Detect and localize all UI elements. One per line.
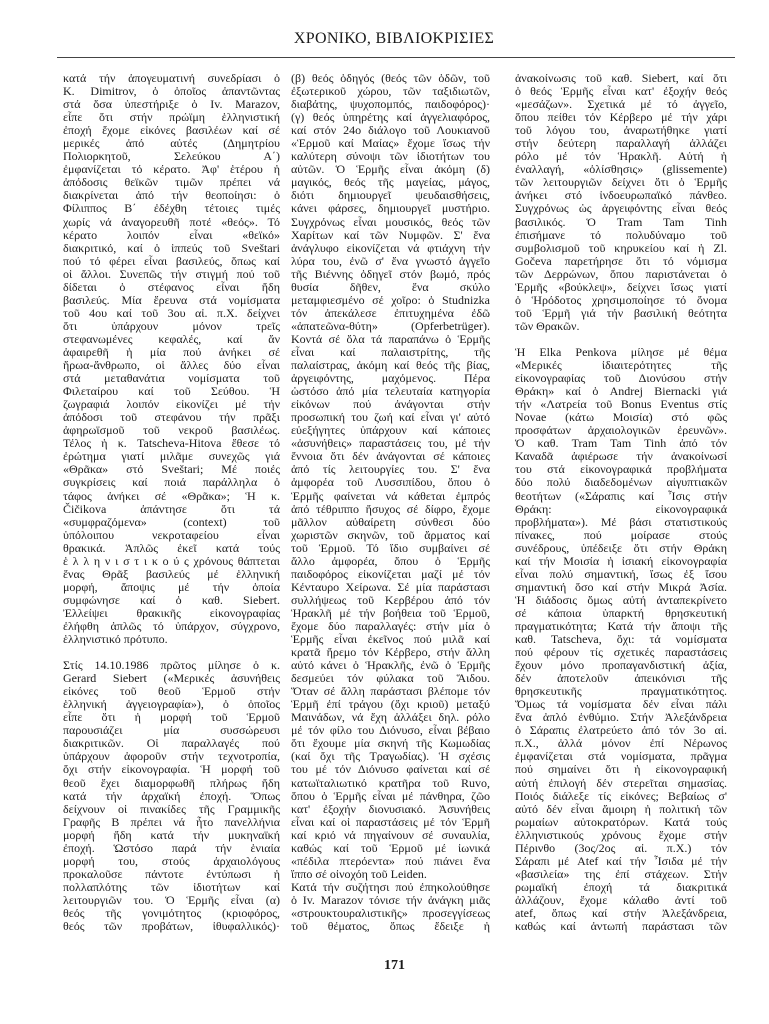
- text-line: ἐμφανίζεται στά νομίσματα, πρᾶγμα: [515, 749, 727, 764]
- text-line: ἑ λ λ η ν ι σ τ ι κ ο ύ ς χρόνους θάπτεται: [63, 553, 280, 568]
- text-line: συμβολισμοῦ τοῦ κηρυκείου καί ἡ Zl.: [515, 240, 727, 255]
- text-line: συγκρίσεις καί ποιά παράλληλα ὁ: [63, 475, 280, 490]
- text-line: θεός τῆς γονιμότητος (κριοφόρος,: [63, 906, 280, 920]
- text-line: κέρατο λοιπόν εἶναι «θεϊκό»: [63, 227, 280, 242]
- text-line: προκαλοῦσε πάντοτε ἐντύπωσι ἡ: [63, 866, 280, 881]
- text-line: ὁ Iv. Marazov τόνισε τήν ἀνάγκη μιᾶς: [291, 892, 490, 907]
- text-line: μορφή, ἄποψις μέ τήν ὁποία: [63, 579, 280, 594]
- text-line: οἱ ἄλλοι. Συνεπῶς τήν στιγμή πού τοῦ: [63, 266, 280, 281]
- paragraph: [291, 881, 490, 933]
- text-line: «πέδιλα πτερόεντα» πού πιάνει ἕνα: [291, 853, 490, 868]
- paragraph: [63, 659, 280, 933]
- text-line: atef, ὅπως καί στήν Ἀλεξάνδρεια,: [515, 906, 727, 920]
- text-line: ὄχι στήν εἰκονογραφία. Ἡ μορφή τοῦ: [63, 762, 280, 777]
- text-line: ὁ Ἡρόδοτος χρησιμοποίησε τό ὄνομα: [515, 292, 727, 307]
- text-line: ἕνα ἁπλό ἐνθύμιο. Στήν Ἀλεξάνδρεια: [515, 710, 727, 725]
- text-line: «μεσάζων». Σχετικά μέ τό ἀγγεῖο,: [515, 97, 727, 112]
- text-line: εἰκονογραφίας τοῦ Διονύσου στήν: [515, 371, 727, 386]
- text-line: πολλαπλότης τῶν ἰδιοτήτων καί: [63, 879, 280, 894]
- text-line: αὐτό δέν εἶναι ἄμοιρη ἡ πολιτική τῶν: [515, 801, 727, 816]
- text-column-2: [291, 72, 490, 933]
- text-line: στά μεταθανάτια νομίσματα τοῦ: [63, 371, 280, 386]
- text-line: προσφάτων ἀρχαιολογικῶν ἐρευνῶν».: [515, 423, 727, 438]
- text-line: Čičikova ἀπάντησε ὅτι τά: [63, 501, 280, 516]
- text-line: διότι δημιουργεῖ ψευδαισθήσεις,: [291, 188, 490, 203]
- text-line: παρουσιάζει μία συσσώρευσι: [63, 723, 280, 738]
- text-line: τοῦ θέματος, ὅπως ἔδειξε ἡ: [291, 919, 490, 934]
- text-line: «βασιλεία» της ἐπί στάχεων. Στήν: [515, 866, 727, 881]
- text-line: Ὁ καθ. Tram Tam Tinh ἀπό τόν: [515, 436, 727, 451]
- text-line: Φιλεταίρου καί τοῦ Σεύθου. Ἡ: [63, 384, 280, 399]
- text-line: πίνακες, πού μοίρασε στούς: [515, 527, 727, 542]
- text-line: Σάραπι μέ Atef καί τήν Ἶσιδα μέ τήν: [515, 853, 727, 868]
- text-line: Κατά τήν συζήτησι πού ἐπηκολούθησε: [291, 879, 490, 894]
- text-line: δίδεται ὁ στέφανος εἶναι ἤδη: [63, 279, 280, 294]
- text-line: εἰκόνων πού ἀνάγονται στήν: [291, 397, 490, 412]
- text-line: ἐλήφθη ἁπλῶς τό ὑπάρχον, σύγχρονο,: [63, 618, 280, 633]
- header-rule: [57, 57, 735, 58]
- text-line: ἔχουν μόνο προπαγανδιστική ἀξία,: [515, 658, 727, 673]
- text-line: ρωμαϊκή ἐποχή τά διακριτικά: [515, 879, 727, 894]
- text-line: πού φέρουν τίς σχετικές παραστάσεις: [515, 645, 727, 660]
- text-line: δείχνουν οἱ πινακίδες τῆς Γραμμικῆς: [63, 801, 280, 816]
- text-line: θρησκευτικῆς πραγματικότητος.: [515, 684, 727, 699]
- text-line: αὐτό κάνει ὁ Ἡρακλῆς, ἐνῶ ὁ Ἑρμῆς: [291, 658, 490, 673]
- text-column-1: [63, 72, 280, 933]
- text-line: «Ἑρμοῦ καί Μαίας» ἔχομε ἴσως τήν: [291, 136, 490, 151]
- text-line: συλλήψεως τοῦ Κερβέρου ἀπό τόν: [291, 592, 490, 607]
- text-line: εἶναι πολύ σημαντική, ἴσως ἐξ ἴσου: [515, 566, 727, 581]
- text-line: ὅπου ὁ Ἑρμῆς εἶναι μέ πάνθηρα, ζῶο: [291, 788, 490, 803]
- text-line: τοῦ 4ου καί τοῦ 3ου αἰ. π.Χ. δείχνει: [63, 305, 280, 320]
- paragraph: [63, 72, 280, 646]
- text-line: Πέρινθο (3ος/2ος αἰ. π.Χ.) τόν: [515, 840, 727, 855]
- text-line: τάφος ἀνήκει σέ «Θρᾶκα»; Ἡ κ.: [63, 488, 280, 503]
- text-line: Θράκη» καί ὁ Andrej Biernacki γιά: [515, 384, 727, 399]
- text-line: ὑπάρχουν ἀφοροῦν στήν τεχνοτροπία,: [63, 749, 280, 764]
- text-line: εὐεξήγητες ὑπάρχουν καί κάποιες: [291, 423, 490, 438]
- text-line: «Θρᾶκα» στό Sveštari; Μέ ποιές: [63, 462, 280, 477]
- text-line: ἀπό τέθριππο ἥσυχος σέ δίφρο, ἔχομε: [291, 501, 490, 516]
- text-line: τοῦ Ἑρμῆ γιά τήν βασιλική θεότητα: [515, 305, 727, 320]
- text-line: π.Χ., ἀλλά μόνον ἐπί Νέρωνος: [515, 736, 727, 751]
- text-line: ἀνήκει στό ἰνδοευρωπαϊκό πάνθεο.: [515, 188, 727, 203]
- text-line: τῆς Βιέννης ὁδηγεῖ στόν βωμό, πρός: [291, 266, 490, 281]
- text-line: καί τήν Μοισία ἡ ἰσιακή εἰκονογραφία: [515, 553, 727, 568]
- text-line: K. Dimitrov, ὁ ὁποῖος ἀπαντῶντας: [63, 84, 280, 99]
- text-line: θεοτήτων («Σάραπις καί Ἶσις στήν: [515, 488, 727, 503]
- text-line: διακρίνεται ἀπό τήν θεοποίησι: ὁ: [63, 188, 280, 203]
- text-line: «ἀσυνήθεις» παραστάσεις του, μέ τήν: [291, 436, 490, 451]
- text-line: στήν δεύτερη παραλλαγή ἀλλάζει: [515, 136, 727, 151]
- text-line: ἀμφορέα τοῦ Λυσσιπίδου, ὅπου ὁ: [291, 475, 490, 490]
- text-line: ρόλο μέ τόν Ἡρακλῆ. Αὐτή ἡ: [515, 149, 727, 164]
- text-line: ἐποχή. Ὡστόσο παρά τήν ἑνιαία: [63, 840, 280, 855]
- text-line: «συμφραζόμενα» (context) τοῦ: [63, 514, 280, 529]
- text-line: τῶν Δερρώνων, ὅπου παριστάνεται ὁ: [515, 266, 727, 281]
- text-line: ἔννοια ὅτι δέν ἀνάγονται σέ κάποιες: [291, 449, 490, 464]
- text-line: Novae (κάτω Μοισία) στό φῶς: [515, 410, 727, 425]
- text-line: ὁ θεός Ἑρμῆς εἶναι κατ' ἐξοχήν θεός: [515, 84, 727, 99]
- text-line: ἑλληνική ἀγγειογραφία»), ὁ ὁποῖος: [63, 697, 280, 712]
- text-line: ἐρώτημα γιατί μιλᾶμε συνεχῶς γιά: [63, 449, 280, 464]
- text-line: ἐποχή ἔχομε εἰκόνες βασιλέων καί σέ: [63, 123, 280, 138]
- text-line: Ἑρμῆς «βούκλεψ», δείχνει ἴσως γιατί: [515, 279, 727, 294]
- text-line: Ἑρμῆς εἶναι ἐκεῖνος πού μιλᾶ καί: [291, 632, 490, 647]
- text-line: σέ κάποια ὑπαρκτή θρησκευτική: [515, 605, 727, 620]
- text-line: Ὅταν σέ ἄλλη παράστασι βλέπομε τόν: [291, 684, 490, 699]
- text-line: στεφανωμένες κεφαλές, καί ἄν: [63, 331, 280, 346]
- text-line: ἀπόδοσι τοῦ στεφάνου τήν πρᾶξι: [63, 410, 280, 425]
- text-line: Ἡ διάδοσις ὅμως αὐτή ἀνταπεκρίνετο: [515, 592, 727, 607]
- running-header: ΧΡΟΝΙΚΟ, ΒΙΒΛΙΟΚΡΙΣΙΕΣ: [293, 30, 495, 47]
- text-line: μέ τόν φίλο του Διόνυσο, εἶναι βέβαιο: [291, 723, 490, 738]
- text-line: παλαίστρας, ἀκόμη καί θεός τῆς βίας,: [291, 358, 490, 373]
- text-line: διακριτικό, καί ὁ ἱππεύς τοῦ Sveštari: [63, 240, 280, 255]
- text-line: συνέδρους, ὑπέδειξε ὅτι στήν Θράκη: [515, 540, 727, 555]
- text-line: διακριτικῶν. Οἱ παραλλαγές πού: [63, 736, 280, 751]
- text-line: (καί ὄχι τῆς Τραγωδίας). Ἡ σχέσις: [291, 749, 490, 764]
- text-line: ὅτι ἔχουμε μία σκηνή τῆς Κωμωδίας: [291, 736, 490, 751]
- text-line: καθώς καί ἀντωπή παράστασι τῶν: [515, 919, 727, 934]
- text-line: τήν «Λατρεία τοῦ Bonus Eventus στίς: [515, 397, 727, 412]
- text-line: ἐμφανίζεται τό κέρατο. Ἀφ' ἑτέρου ἡ: [63, 162, 280, 177]
- text-line: ἑλληνιστικό πρότυπο.: [63, 632, 168, 647]
- text-line: θρακικά. Ἁπλῶς ἐκεῖ κατά τούς: [63, 540, 280, 555]
- text-line: μεταμφιεσμένο σέ χοῖρο: ὁ Studnizka: [291, 292, 490, 307]
- text-line: «ἀπατεῶνα-θύτη» (Opferbetrüger).: [291, 318, 490, 333]
- text-line: ἔχομε δύο παραλλαγές: στήν μία ὁ: [291, 618, 490, 633]
- text-line: ὑπόλοιπου νεκροταφείου εἶναι: [63, 527, 280, 542]
- text-line: Καναδᾶ ἀφιέρωσε τήν ἀνακοίνωσί: [515, 449, 727, 464]
- text-line: κρατᾶ ἤρεμο τόν Κέρβερο, στήν ἄλλη: [291, 645, 490, 660]
- text-line: ὡστόσο ἀπό μία τελευταία κατηγορία: [291, 384, 490, 399]
- text-line: χωριστῶν σκηνῶν, τοῦ ἅρματος καί: [291, 527, 490, 542]
- text-line: ἀφαιρεθῆ ἡ μία πού ἀνήκει σέ: [63, 344, 280, 359]
- text-line: Πολιορκητοῦ, Σελεύκου Α΄): [63, 149, 280, 164]
- text-line: ρωμαίων αὐτοκρατόρων. Κατά τούς: [515, 814, 727, 829]
- text-line: εἰκόνες τοῦ θεοῦ Ἑρμοῦ στήν: [63, 684, 280, 699]
- text-line: καί στόν 24ο διάλογο τοῦ Λουκιανοῦ: [291, 123, 490, 138]
- text-line: Ἑρμῆς φαίνεται νά κάθεται ἐμπρός: [291, 488, 490, 503]
- text-line: Συγχρόνως ὡς ἀργειφόντης εἶναι θεός: [515, 201, 727, 216]
- text-line: τοῦ λόγου του, ἀναρωτήθηκε γιατί: [515, 123, 727, 138]
- text-line: μᾶλλον αὐθαίρετη σύνθεσι δύο: [291, 514, 490, 529]
- text-line: πού τό φέρει εἶναι βασιλεύς, ὅπως καί: [63, 253, 280, 268]
- text-line: ἀνακοίνωσις τοῦ καθ. Siebert, καί ὅτι: [515, 71, 727, 85]
- text-line: σημαντική ὅσο καί στήν Μικρά Ἀσία.: [515, 579, 727, 594]
- text-line: ὁ Σάραπις ἐλατρεύετο ἀπό τόν 3ο αἰ.: [515, 723, 727, 738]
- text-line: τόν ἀπεκάλεσε ἐπιτυχημένα ἐδῶ: [291, 305, 490, 320]
- text-line: Ἐλλείψει θρακικῆς εἰκονογραφίας: [63, 605, 280, 620]
- text-line: ὅτι ὑπάρχουν μόνον τρεῖς: [63, 318, 280, 333]
- text-line: θυσία δῆθεν, ἕνα σκύλο: [291, 279, 490, 294]
- text-line: θεός τῶν προβάτων, ἰθυφαλλικός)·: [63, 919, 280, 934]
- text-line: Κένταυρο Χείρωνα. Σέ μία παράστασι: [291, 579, 490, 594]
- text-line: βασιλεύς. Μία ἔρευνα στά νομίσματα: [63, 292, 280, 307]
- text-line: ἐπισήμανε τό πολυδύναμο τοῦ: [515, 227, 727, 242]
- text-line: αὐτή ἐπιλογή δέν στερεῖται σημασίας.: [515, 775, 727, 790]
- text-line: Στίς 14.10.1986 πρῶτος μίλησε ὁ κ.: [63, 658, 280, 673]
- text-line: Ἑρμῆ ἐπί τράγου (ὄχι κριοῦ) μεταξύ: [291, 697, 490, 712]
- text-line: καλύτερη σύνοψι τῶν ἰδιοτήτων του: [291, 149, 490, 164]
- text-line: προβλήματα»). Μέ βάσι στατιστικούς: [515, 514, 727, 529]
- text-line: πραγματικότητα; Κατά τήν ἄποψι τῆς: [515, 618, 727, 633]
- text-line: αὐτῶν. Ὁ Ἑρμῆς εἶναι ἀκόμη (δ): [291, 162, 490, 177]
- text-line: βασιλικός. Ὁ Tram Tam Tinh: [515, 214, 727, 229]
- text-line: εἶπε ὅτι ἡ μορφή τοῦ Ἑρμοῦ: [63, 710, 280, 725]
- text-line: του μέ τόν Διόνυσο φαίνεται καί σέ: [291, 762, 490, 777]
- text-line: Φίλιππος Β΄ ἐδέχθη τέτοιες τιμές: [63, 201, 280, 216]
- text-column-3: [515, 72, 727, 933]
- text-line: μορφή ἤδη κατά τήν μυκηναϊκή: [63, 827, 280, 842]
- text-line: ἀργειφόντης, μαχόμενος. Πέρα: [291, 371, 490, 386]
- text-line: μορφή του, στούς ἀρχαιολόγους: [63, 853, 280, 868]
- text-line: κατά τήν ἀπογευματινή συνεδρίασι ὁ: [63, 71, 280, 85]
- text-line: Τέλος ἡ κ. Tatscheva-Hitova ἔθεσε τό: [63, 436, 280, 451]
- text-line: δύο πολύ διαδεδομένων αἰγυπτιακῶν: [515, 475, 727, 490]
- text-line: ἐναλλαγή, «ὀλίσθησις» (glissemente): [515, 162, 727, 177]
- text-line: ἥρωα-ἄνθρωπο, οἱ ἄλλες δύο εἶναι: [63, 358, 280, 373]
- text-line: δέν ἀποτελοῦν ἀπεικόνισι τῆς: [515, 671, 727, 686]
- text-line: μαγικός, θεός τῆς μαγείας, μάγος,: [291, 175, 490, 190]
- text-line: καί κριό νά πηγαίνουν σέ συναυλία,: [291, 827, 490, 842]
- text-line: ἑλληνιστικούς χρόνους ἔχομε στήν: [515, 827, 727, 842]
- page-number: 171: [384, 958, 405, 973]
- text-line: παιδοφόρος εἰκονίζεται μαζί μέ τόν: [291, 566, 490, 581]
- paragraph: [291, 72, 490, 881]
- text-line: Gočeva παρετήρησε ὅτι τό νόμισμα: [515, 253, 727, 268]
- text-line: κατά τήν ἀρχαϊκή ἐποχή. Ὅπως: [63, 788, 280, 803]
- text-line: πού σημαίνει ὅτι ἡ εἰκονογραφική: [515, 762, 727, 777]
- text-line: Κοντά σέ ὅλα τά παραπάνω ὁ Ἑρμῆς: [291, 331, 490, 346]
- text-line: εἶναι καί οἱ παραστάσεις μέ τόν Ἑρμῆ: [291, 814, 490, 829]
- text-line: κατωϊταλιωτικό κρατῆρα τοῦ Ruvo,: [291, 775, 490, 790]
- text-line: τῶν λειτουργιῶν δείχνει ὅτι ὁ Ἑρμῆς: [515, 175, 727, 190]
- text-line: ἵππο σέ οἰνοχόη τοῦ Leiden.: [291, 866, 427, 881]
- text-line: «στρουκτουραλιστικῆς» προσεγγίσεως: [291, 906, 490, 920]
- text-line: ἐξωτερικοῦ χώρου, τῶν ταξιδιωτῶν,: [291, 84, 490, 99]
- text-line: ἀνάγλυφο εἰκονίζεται νά φτιάχνη τήν: [291, 240, 490, 255]
- text-line: προσωπική του ζωή καί εἶναι γι' αὐτό: [291, 410, 490, 425]
- paragraph: [515, 346, 727, 933]
- text-line: συμφώνησε καί ὁ καθ. Siebert.: [63, 592, 280, 607]
- text-line: καθώς καί τοῦ Ἑρμοῦ μέ ἰωνικά: [291, 840, 490, 855]
- text-line: Ἡ Elka Penkova μίλησε μέ θέμα: [515, 344, 727, 359]
- text-line: καθ. Tatscheva, ὄχι: τά νομίσματα: [515, 632, 727, 647]
- text-line: (β) θεός ὁδηγός (θεός τῶν ὁδῶν, τοῦ: [291, 71, 490, 85]
- text-line: ἕνας Θρᾶξ βασιλεύς μέ ἑλληνική: [63, 566, 280, 581]
- text-line: Χαρίτων καί τῶν Νυμφῶν. Σ' ἕνα: [291, 227, 490, 242]
- text-line: Μαινάδων, νά ἔχη ἀλλάξει δηλ. ρόλο: [291, 710, 490, 725]
- text-line: ἀλλάζουν, ἔχομε κάλαθο ἀντί τοῦ: [515, 892, 727, 907]
- text-line: θεοῦ ἔχει διαμορφωθῆ πλήρως ἤδη: [63, 775, 280, 790]
- text-line: τῶν Θρακῶν.: [515, 318, 580, 333]
- text-line: εἶναι καί παλαιστρίτης, τῆς: [291, 344, 490, 359]
- text-line: λειτουργιῶν του. Ὁ Ἑρμῆς εἶναι (α): [63, 892, 280, 907]
- text-line: ὅπου πείθει τόν Κέρβερο μέ τήν χάρι: [515, 110, 727, 125]
- text-line: Γραφῆς Β πρέπει νά ἦτο πανελλήνια: [63, 814, 280, 829]
- text-line: κάνει φάρσες, δημιουργεῖ μυστήριο.: [291, 201, 490, 216]
- text-line: χωρίς νά ἀναγορευθῆ ποτέ «θεός». Τό: [63, 214, 280, 229]
- text-line: ἀφηρωϊσμοῦ τοῦ νεκροῦ βασιλέως.: [63, 423, 280, 438]
- text-line: τοῦ Ἑρμοῦ. Τό ἴδιο συμβαίνει σέ: [291, 540, 490, 555]
- text-line: δεσμεύει τόν φύλακα τοῦ Ἅιδου.: [291, 671, 490, 686]
- text-line: ἄλλο ἀμφορέα, ὅπου ὁ Ἑρμῆς: [291, 553, 490, 568]
- text-line: ἀπό τίς λειτουργίες του. Σ' ἕνα: [291, 462, 490, 477]
- paragraph: [515, 72, 727, 333]
- text-line: ζωγραφιά λοιπόν εἰκονίζει μέ τήν: [63, 397, 280, 412]
- text-line: Gerard Siebert («Μερικές ἀσυνήθεις: [63, 671, 280, 686]
- text-line: εἶπε ὅτι στήν πρώϊμη ἑλληνιστική: [63, 110, 280, 125]
- text-line: Ὅμως τά νομίσματα δέν εἶναι πάλι: [515, 697, 727, 712]
- text-line: λύρα του, ἐνῶ σ' ἕνα γνωστό ἀγγεῖο: [291, 253, 490, 268]
- text-line: ἀπόδοσις θεϊκῶν τιμῶν πρέπει νά: [63, 175, 280, 190]
- text-line: Ποιός διάλεξε τίς εἰκόνες; Βεβαίως σ': [515, 788, 727, 803]
- text-line: στά ὅσα ὑπεστήριξε ὁ Iv. Marazov,: [63, 97, 280, 112]
- text-line: διαβάτης, ψυχοπομπός, παιδοφόρος)·: [291, 97, 490, 112]
- text-line: του στά εἰκονογραφικά προβλήματα: [515, 462, 727, 477]
- text-line: κατ' ἐξοχήν διονυσιακό. Ἀσυνήθεις: [291, 801, 490, 816]
- text-line: Ἡρακλῆ μέ τήν βοήθεια τοῦ Ἑρμοῦ,: [291, 605, 490, 620]
- text-line: Θράκη: εἰκονογραφικά: [515, 501, 727, 516]
- text-line: Συγχρόνως εἶναι μουσικός, θεός τῶν: [291, 214, 490, 229]
- text-line: (γ) θεός ὑπηρέτης καί ἀγγελιαφόρος,: [291, 110, 490, 125]
- text-line: «Μερικές ἰδιαιτερότητες τῆς: [515, 358, 727, 373]
- text-line: μερικές ἀπό αὐτές (Δημητρίου: [63, 136, 280, 151]
